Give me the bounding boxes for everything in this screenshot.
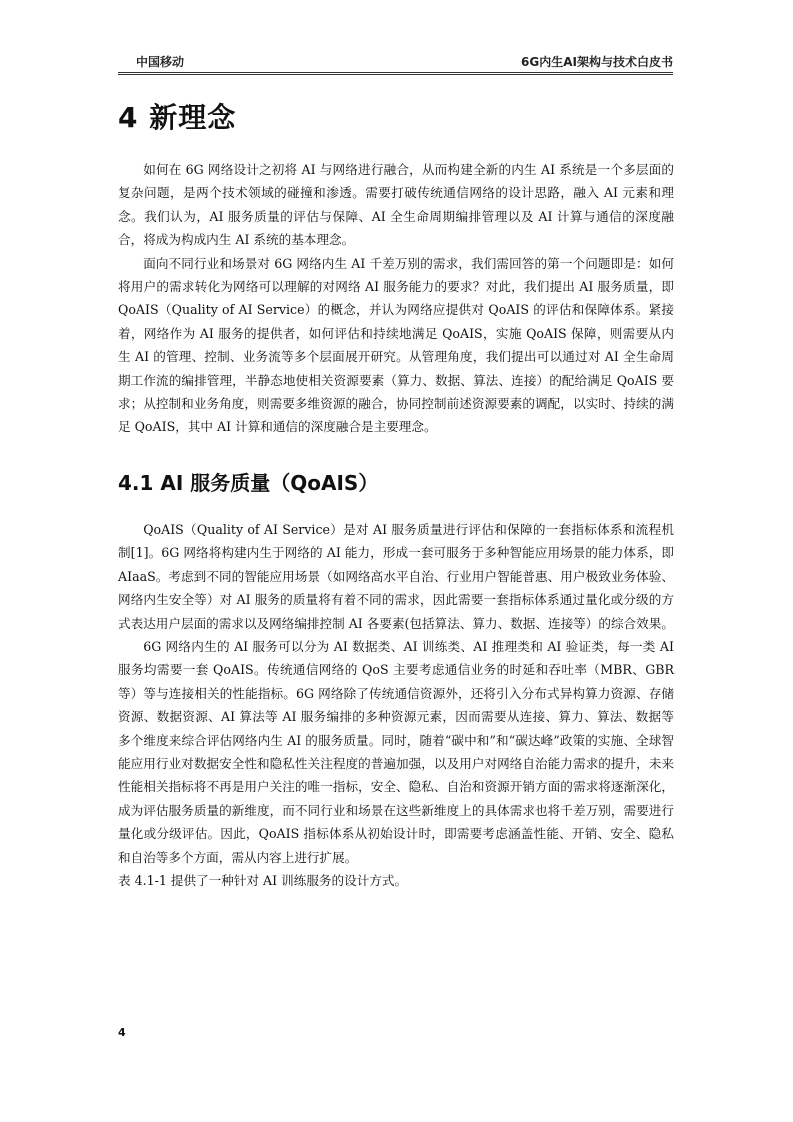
page-number: 4: [118, 1026, 126, 1039]
section-title: 4.1 AI 服务质量（QoAIS）: [118, 471, 379, 495]
header-divider-thin: [118, 74, 673, 75]
chapter-body: [118, 158, 674, 439]
chapter-paragraph-1: 如何在 6G 网络设计之初将 AI 与网络进行融合，从而构建全新的内生 AI 系统是一个多层面的复杂问题，是两个技术领域的碰撞和渗透。需要打破传统通信网络的设计思路，融入 AI 元素和理念。我们认为，AI 服务质量的评估与保障、AI 全生命周期编排管理以及 AI 计算与通信的深度融合，将成为构成内生 AI 系统的基本理念。: [118, 162, 674, 248]
page-header: [118, 53, 673, 73]
section-body: [118, 518, 674, 893]
table-reference: 表 4.1-1 提供了一种针对 AI 训练服务的设计方式。: [118, 873, 408, 889]
chapter-paragraph-2: 面向不同行业和场景对 6G 网络内生 AI 千差万别的需求，我们需回答的第一个问题即是：如何将用户的需求转化为网络可以理解的对网络 AI 服务能力的要求？对此，我们提出 AI 服务质量，即 QoAIS（Quality of AI Service）的概念，并认为网络应提供对 QoAIS 的评估和保障体系。紧接着，网络作为 AI 服务的提供者，如何评估和持续地满足 QoAIS，实施 QoAIS 保障，则需要从内生 AI 的管理、控制、业务流等多个层面展开研究。从管理角度，我们提出可以通过对 AI 全生命周期工作流的编排管理，半静态地使相关资源要素（算力、数据、算法、连接）的配给满足 QoAIS 要求；从控制和业务角度，则需要多维资源的融合，协同控制前述资源要素的调配，以实时、持续的满足 QoAIS，其中 AI 计算和通信的深度融合是主要理念。: [118, 255, 674, 435]
section-paragraph-1: QoAIS（Quality of AI Service）是对 AI 服务质量进行评估和保障的一套指标体系和流程机制[1]。6G 网络将构建内生于网络的 AI 能力，形成一套可服务于多种智能应用场景的能力体系，即 AIaaS。考虑到不同的智能应用场景（如网络高水平自治、行业用户智能普惠、用户极致业务体验、网络内生安全等）对 AI 服务的质量将有着不同的需求，因此需要一套指标体系通过量化或分级的方式表达用户层面的需求以及网络编排控制 AI 各要素(包括算法、算力、数据、连接等）的综合效果。: [118, 522, 674, 631]
chapter-title: 4 新理念: [118, 101, 237, 134]
header-divider: [118, 72, 673, 73]
header-organization: 中国移动: [136, 55, 185, 69]
section-paragraph-2: 6G 网络内生的 AI 服务可以分为 AI 数据类、AI 训练类、AI 推理类和 AI 验证类，每一类 AI 服务均需要一套 QoAIS。传统通信网络的 QoS 主要考虑通信业务的时延和吞吐率（MBR、GBR 等）等与连接相关的性能指标。6G 网络除了传统通信资源外，还将引入分布式异构算力资源、存储资源、数据资源、AI 算法等 AI 服务编排的多种资源元素，因而需要从连接、算力、算法、数据等多个维度来综合评估网络内生 AI 的服务质量。同时，随着“碳中和”和“碳达峰”政策的实施、全球智能应用行业对数据安全性和隐私性关注程度的普遍加强，以及用户对网络自治能力需求的提升，未来性能相关指标将不再是用户关注的唯一指标，安全、隐私、自治和资源开销方面的需求将逐渐深化，成为评估服务质量的新维度，而不同行业和场景在这些新维度上的具体需求也将千差万别，需要进行量化或分级评估。因此，QoAIS 指标体系从初始设计时，即需要考虑涵盖性能、开销、安全、隐私和自治等多个方面，需从内容上进行扩展。: [118, 639, 674, 865]
header-document-title: 6G内生AI架构与技术白皮书: [521, 55, 673, 69]
